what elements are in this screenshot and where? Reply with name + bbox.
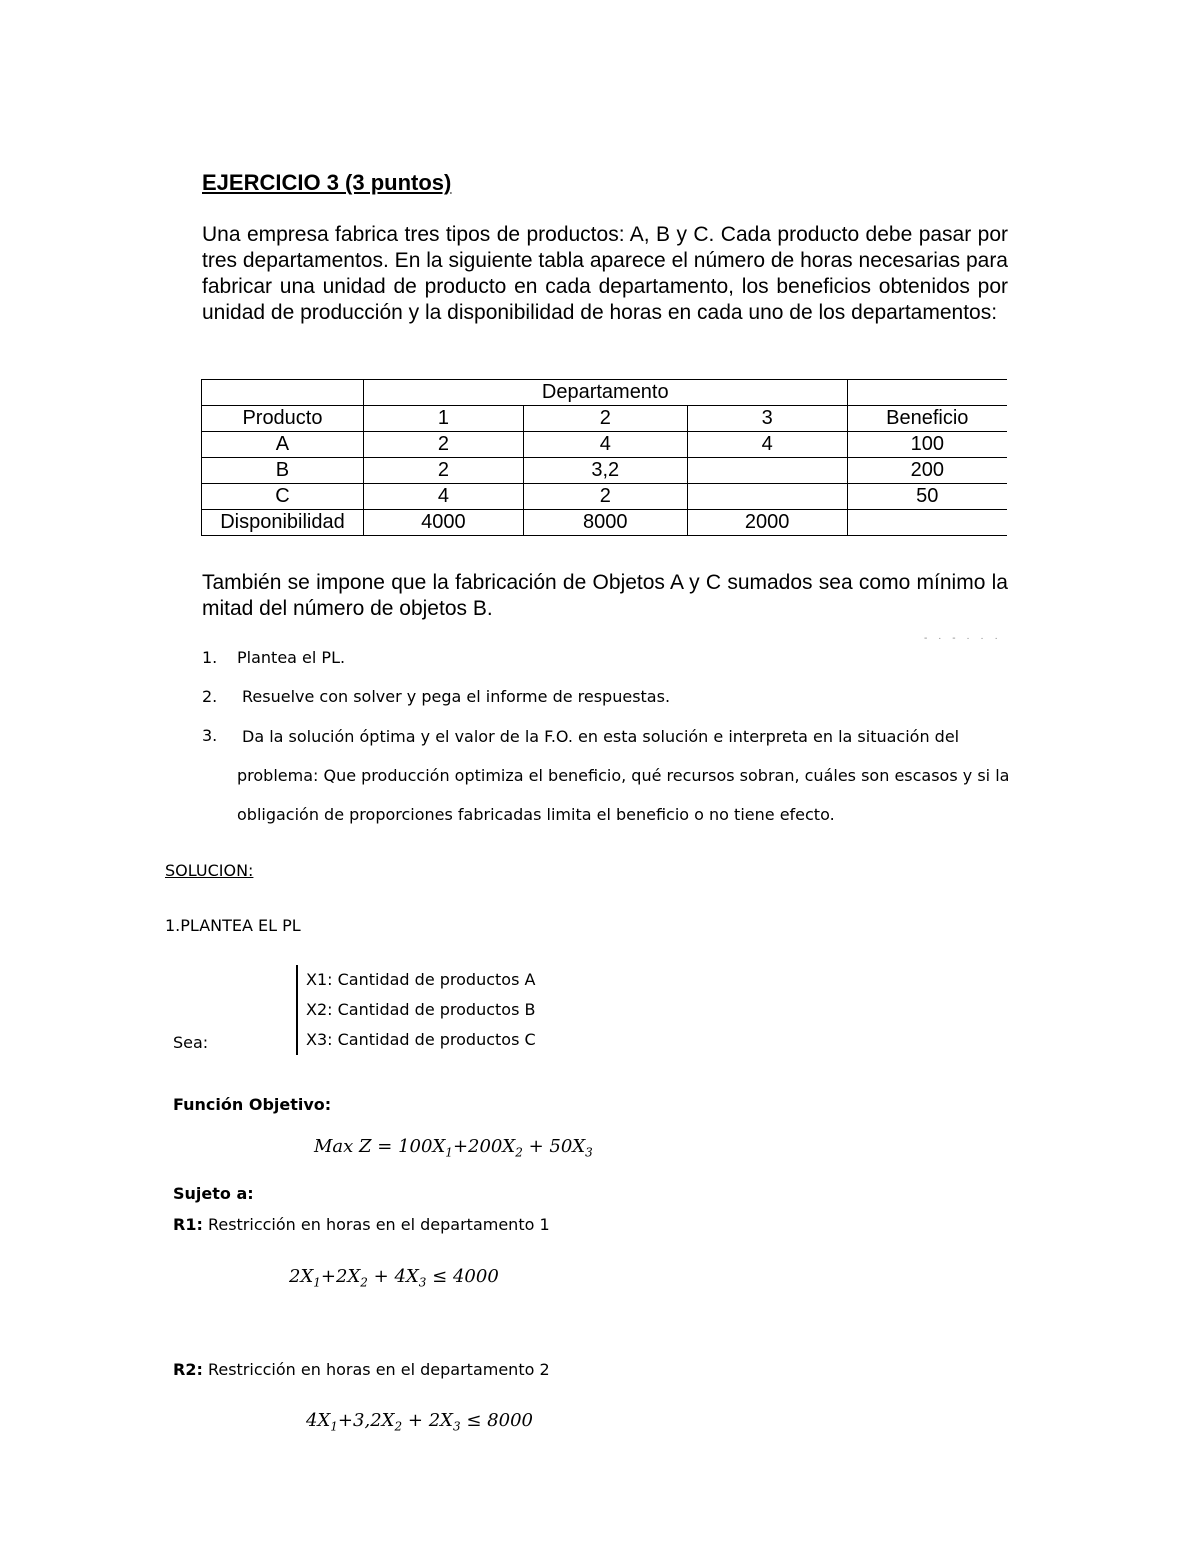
coef: 2 [289, 1266, 301, 1287]
coef: 2 [336, 1266, 348, 1287]
table-cell: 3,2 [523, 458, 687, 484]
table-cell: 4 [687, 432, 847, 458]
table-cell: 2000 [687, 510, 847, 536]
plus: + [373, 1266, 389, 1287]
objective-lhs: Max Z [314, 1136, 372, 1157]
r1-text: Restricción en horas en el departamento 1 [207, 1215, 550, 1234]
sub: 1 [313, 1275, 321, 1290]
rhs: 8000 [487, 1410, 533, 1431]
r1-label: R1: [173, 1215, 203, 1234]
var: X [432, 1136, 446, 1157]
var: X [572, 1136, 586, 1157]
table-cell: C [202, 484, 364, 510]
table-cell: 100 [847, 432, 1007, 458]
question-number: 2. [202, 687, 218, 706]
table-cell: A [202, 432, 364, 458]
sub: 2 [515, 1145, 523, 1160]
variable-x1: X1: Cantidad de productos A [306, 970, 536, 989]
coef: 100 [398, 1136, 433, 1157]
table-header: 2 [523, 406, 687, 432]
question-number: 1. [202, 648, 218, 667]
question-2 [202, 687, 670, 707]
table-cell: 4000 [363, 510, 523, 536]
r2-description [173, 1360, 550, 1379]
plus: + [320, 1266, 337, 1287]
leq-sign: ≤ [432, 1266, 448, 1287]
leq-sign: ≤ [466, 1410, 482, 1431]
variables-list [296, 965, 536, 1055]
sub: 2 [394, 1419, 403, 1434]
r1-equation [289, 1266, 499, 1290]
coef: 4 [306, 1410, 318, 1431]
plus: + [337, 1410, 354, 1431]
table-cell [687, 458, 847, 484]
table-cell: 2 [523, 484, 687, 510]
rhs: 4000 [452, 1266, 499, 1287]
var: X [347, 1266, 361, 1287]
coef: 50 [549, 1136, 573, 1157]
sub: 1 [330, 1419, 338, 1434]
coef: 3,2 [353, 1410, 382, 1431]
question-text: Da la solución óptima y el valor de la F.O. en esta solución e interpreta en la situación del problema: Que producción optimiza el beneficio, qué recursos sobran, cuáles son escasos y si la obligación de proporciones fabricadas limita el beneficio o no tiene efecto. [237, 727, 1010, 824]
table-group-header-row [202, 380, 1008, 406]
plus: + [452, 1136, 469, 1157]
table-cell: 2 [363, 458, 523, 484]
exercise-heading: EJERCICIO 3 (3 puntos) [202, 170, 452, 195]
table-cell: 50 [847, 484, 1007, 510]
table-header: 1 [363, 406, 523, 432]
table-cell: 200 [847, 458, 1007, 484]
table-header-row [202, 406, 1008, 432]
var: X [300, 1266, 314, 1287]
variable-x3: X3: Cantidad de productos C [306, 1030, 536, 1049]
table-cell: 8000 [523, 510, 687, 536]
question-text: Resuelve con solver y pega el informe de respuestas. [242, 687, 671, 706]
question-text: Plantea el PL. [237, 648, 346, 667]
question-3 [202, 726, 1027, 834]
coef: 200 [468, 1136, 503, 1157]
var: X [381, 1410, 395, 1431]
table-cell: B [202, 458, 364, 484]
exercise-note: También se impone que la fabricación de Objetos A y C sumados sea como mínimo la mitad del número de objetos B. [202, 571, 1008, 620]
sub: 3 [452, 1419, 461, 1434]
faint-marks: - · - · · · [924, 633, 1002, 644]
table-cell: 4 [523, 432, 687, 458]
table-header: 3 [687, 406, 847, 432]
table-cell: 4 [363, 484, 523, 510]
question-number: 3. [202, 726, 218, 745]
table-cell: Disponibilidad [202, 510, 364, 536]
question-1 [202, 648, 345, 668]
table-cell-empty [202, 380, 364, 406]
plus: + [407, 1410, 423, 1431]
objective-label: Función Objetivo: [173, 1095, 332, 1114]
sub: 1 [445, 1145, 453, 1160]
coef: 4 [394, 1266, 406, 1287]
subject-label: Sujeto a: [173, 1184, 254, 1203]
r1-description [173, 1215, 550, 1234]
table-cell-empty [847, 380, 1007, 406]
sub: 3 [418, 1275, 427, 1290]
table-cell [847, 510, 1007, 536]
table-header: Beneficio [847, 406, 1007, 432]
plus: + [528, 1136, 544, 1157]
table-row [202, 458, 1008, 484]
variable-x2: X2: Cantidad de productos B [306, 1000, 536, 1019]
sub: 3 [585, 1145, 593, 1160]
solution-title: SOLUCION: [165, 861, 254, 880]
table-row [202, 484, 1008, 510]
var: X [502, 1136, 516, 1157]
var: X [440, 1410, 453, 1431]
objective-equation [314, 1136, 593, 1160]
table-row [202, 432, 1008, 458]
data-table [201, 379, 1007, 536]
r2-label: R2: [173, 1360, 203, 1379]
table-row [202, 510, 1008, 536]
var: X [405, 1266, 419, 1287]
r2-equation [306, 1410, 533, 1434]
r2-text: Restricción en horas en el departamento 2 [207, 1360, 550, 1379]
sea-label: Sea: [173, 1033, 209, 1052]
table-cell [687, 484, 847, 510]
var: X [317, 1410, 331, 1431]
equals-sign: = [377, 1136, 393, 1157]
solution-subtitle: 1.PLANTEA EL PL [165, 916, 301, 935]
table-cell: 2 [363, 432, 523, 458]
exercise-intro: Una empresa fabrica tres tipos de productos: A, B y C. Cada producto debe pasar por tres departamentos. En la siguiente tabla aparece el número de horas necesarias para fabricar una unidad de producto en cada departamento, los beneficios obtenidos por unidad de producción y la disponibilidad de horas en cada uno de los departamentos: [202, 223, 1008, 324]
group-header: Departamento [363, 380, 847, 406]
table-header: Producto [202, 406, 364, 432]
sub: 2 [360, 1275, 368, 1290]
coef: 2 [428, 1410, 441, 1431]
